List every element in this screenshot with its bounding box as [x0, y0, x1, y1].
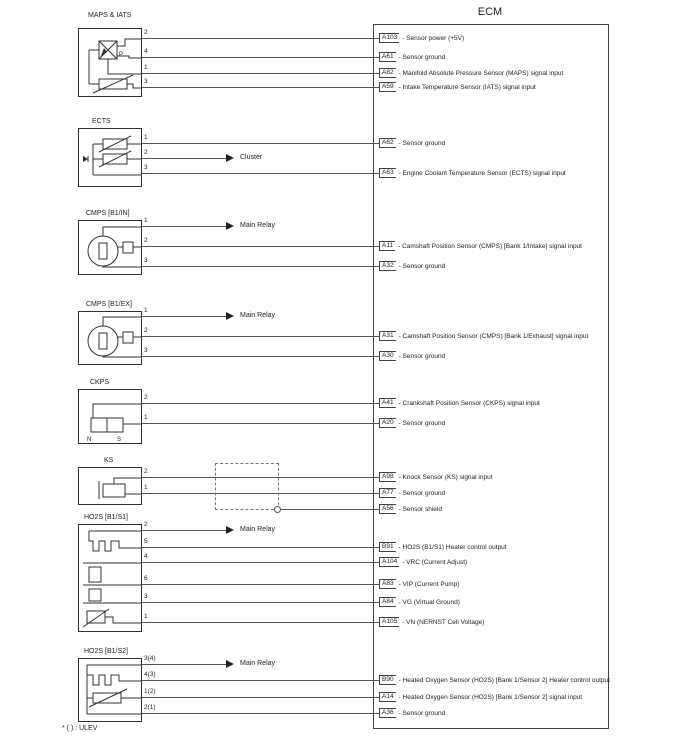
arrow-icon: [226, 154, 234, 162]
pin-number: 1: [144, 613, 148, 620]
pin-id-box: A61: [379, 52, 396, 62]
arrow-icon: [226, 526, 234, 534]
pin-number: 2: [144, 327, 148, 334]
connector-ks: [78, 467, 142, 505]
pin-id-box: A56: [379, 504, 396, 514]
shield-node-icon: [274, 506, 281, 513]
wire-to-main-relay: [140, 316, 226, 317]
wire: [140, 547, 381, 548]
pin-desc: - Camshaft Position Sensor (CMPS) [Bank 1/Exhaust] signal input: [398, 332, 589, 340]
pin-id-box: A59: [379, 82, 396, 92]
pin-number: 4: [144, 553, 148, 560]
ecm-pin-a63: [379, 168, 566, 178]
ecm-pin-a83: [379, 579, 460, 589]
arrow-icon: [226, 222, 234, 230]
pin-desc: - Intake Temperature Sensor (IATS) signal input: [398, 83, 536, 91]
pin-desc: - Heated Oxygen Sensor (HO2S) [Bank 1/Sensor 2] Heater control output: [398, 676, 610, 684]
connector-label-ho2s-b1s1: HO2S [B1/S1]: [84, 514, 128, 521]
wire: [140, 266, 381, 267]
ecm-pin-a62: [379, 138, 445, 148]
connector-maps-iats: [78, 28, 142, 97]
ecm-pin-a30: [379, 351, 445, 361]
ecm-pin-a11: [379, 241, 582, 251]
shield-boundary: [215, 463, 279, 510]
wire: [140, 87, 381, 88]
pin-number: 6: [144, 575, 148, 582]
pin-id-box: A11: [379, 241, 395, 251]
wire: [140, 336, 381, 337]
ecm-pin-a59: [379, 82, 536, 92]
magnet-n-label: N: [87, 437, 92, 443]
ecm-pin-a41: [379, 398, 540, 408]
pin-id-box: A14: [379, 692, 396, 702]
pin-number: 1: [144, 64, 148, 71]
pin-desc: - Sensor ground: [398, 262, 446, 270]
pin-desc: - VRC (Current Adjust): [402, 558, 468, 566]
pin-number: 2: [144, 237, 148, 244]
wire: [140, 680, 381, 681]
pin-id-box: A63: [379, 168, 396, 178]
pin-number: 2: [144, 29, 148, 36]
wire: [140, 356, 381, 357]
pin-number: 3: [144, 78, 148, 85]
wire: [140, 584, 381, 585]
pin-desc: - VN (NERNST Cell Voltage): [402, 618, 485, 626]
connector-label-ho2s-b1s2: HO2S [B1/S2]: [84, 648, 128, 655]
pin-number: 1: [144, 134, 148, 141]
wire: [140, 143, 381, 144]
pin-id-box: A62: [379, 138, 396, 148]
pin-number: 1: [144, 484, 148, 491]
pressure-sensor-and-thermistor-icon: [79, 29, 141, 96]
pin-desc: - Camshaft Position Sensor (CMPS) [Bank 1/Intake] signal input: [398, 242, 582, 250]
ecm-title: ECM: [477, 6, 503, 18]
ecm-pin-a20: [379, 418, 445, 428]
ecm-pin-a84: [379, 597, 460, 607]
wire: [140, 562, 381, 563]
pin-desc: - Sensor ground: [398, 489, 446, 497]
pin-id-box: A82: [379, 68, 396, 78]
ecm-pin-a103: [379, 33, 464, 43]
pin-id-box: A104: [379, 557, 399, 567]
connector-ho2s-b1-s2: [78, 658, 142, 722]
wire-to-main-relay: [140, 226, 226, 227]
pin-id-box: A30: [379, 351, 396, 361]
wire: [140, 246, 381, 247]
arrow-icon: [226, 312, 234, 320]
pin-id-box: A20: [379, 418, 396, 428]
pin-desc: - Sensor ground: [398, 709, 446, 717]
pin-id-box: A103: [379, 33, 399, 43]
pin-number: 1(2): [144, 688, 156, 695]
pin-id-box: B91: [379, 542, 396, 552]
connector-cmps-b1-in: [78, 220, 142, 275]
ecm-pin-a105: [379, 617, 484, 627]
connector-label-maps-iats: MAPS & IATS: [88, 12, 132, 19]
ecm-pin-a36: [379, 708, 445, 718]
pin-id-box: A83: [379, 579, 396, 589]
pin-desc: - VIP (Current Pump): [398, 580, 460, 588]
pin-id-box: A36: [379, 708, 396, 718]
wire: [140, 622, 381, 623]
pin-desc: - Sensor ground: [398, 419, 446, 427]
main-relay-label: Main Relay: [240, 526, 276, 533]
connector-label-ks: KS: [104, 457, 114, 464]
wire: [140, 38, 381, 39]
wire-to-main-relay: [140, 530, 226, 531]
wire: [140, 602, 381, 603]
pin-number: 4: [144, 48, 148, 55]
cmps-sensor-icon: [79, 312, 141, 364]
ecm-pin-a61: [379, 52, 445, 62]
wire-to-main-relay: [140, 664, 226, 665]
cmps-sensor-icon: [79, 221, 141, 274]
pin-number: 2: [144, 394, 148, 401]
wire: [140, 713, 381, 714]
arrow-icon: [226, 660, 234, 668]
ecm-pin-a82: [379, 68, 563, 78]
connector-label-cmps-ex: CMPS [B1/EX]: [86, 301, 132, 308]
pin-desc: - Sensor power (+5V): [402, 34, 465, 42]
pin-desc: - VG (Virtual Ground): [398, 598, 460, 606]
connector-ckps: [78, 389, 142, 444]
pin-id-box: A105: [379, 617, 399, 627]
pin-number: 2: [144, 468, 148, 475]
shield-wire: [278, 509, 381, 510]
pin-number: 3: [144, 347, 148, 354]
pin-number: 4(3): [144, 671, 156, 678]
thermistor-pair-icon: [79, 129, 141, 186]
ecm-pin-a32: [379, 261, 445, 271]
main-relay-label: Main Relay: [240, 660, 276, 667]
wire: [140, 173, 381, 174]
connector-label-ckps: CKPS: [90, 379, 110, 386]
pin-desc: - Sensor ground: [398, 53, 446, 61]
knock-sensor-icon: [79, 468, 141, 504]
pin-number: 3: [144, 164, 148, 171]
pin-number: 3(4): [144, 655, 156, 662]
pin-desc: - Engine Coolant Temperature Sensor (ECTS) signal input: [398, 169, 566, 177]
pin-number: 1: [144, 307, 148, 314]
oxygen-sensor-heater-icon: [79, 659, 141, 721]
pin-desc: - Sensor ground: [398, 352, 446, 360]
cluster-label: Cluster: [240, 154, 263, 161]
wire: [140, 423, 381, 424]
pin-desc: - Sensor shield: [398, 505, 442, 513]
pin-desc: - Manifold Absolute Pressure Sensor (MAPS) signal input: [398, 69, 564, 77]
connector-cmps-b1-ex: [78, 311, 142, 365]
pin-desc: - Crankshaft Position Sensor (CKPS) signal input: [398, 399, 540, 407]
wire-to-cluster: [140, 158, 226, 159]
wire: [140, 403, 381, 404]
pin-id-box: A41: [379, 398, 396, 408]
pin-id-box: A77: [379, 488, 396, 498]
pin-desc: - Sensor ground: [398, 139, 446, 147]
ecm-pin-a14: [379, 692, 582, 702]
connector-ects: [78, 128, 142, 187]
ecm-pin-a98: [379, 472, 493, 482]
oxygen-sensor-heater-icon: [79, 525, 141, 631]
main-relay-label: Main Relay: [240, 222, 276, 229]
magnet-s-label: S: [117, 437, 122, 443]
pin-number: 3: [144, 257, 148, 264]
connector-label-ects: ECTS: [92, 118, 111, 125]
pin-number: 2(1): [144, 704, 156, 711]
pin-id-box: A32: [379, 261, 396, 271]
pin-id-box: A98: [379, 472, 396, 482]
pin-number: 5: [144, 538, 148, 545]
pin-number: 2: [144, 521, 148, 528]
ecm-pin-a31: [379, 331, 588, 341]
pin-id-box: B90: [379, 675, 396, 685]
ecm-pin-a104: [379, 557, 467, 567]
pin-number: 1: [144, 414, 148, 421]
pin-number: 2: [144, 149, 148, 156]
pin-number: 1: [144, 217, 148, 224]
ulev-footnote: * ( ) : ULEV: [62, 725, 98, 732]
pin-desc: - HO2S (B1/S1) Heater control output: [398, 543, 507, 551]
wire: [140, 57, 381, 58]
pin-desc: - Heated Oxygen Sensor (HO2S) [Bank 1/Sensor 2] signal input: [398, 693, 583, 701]
ecm-pin-b90: [379, 675, 610, 685]
wire: [140, 73, 381, 74]
pin-id-box: A31: [379, 331, 396, 341]
wire: [140, 697, 381, 698]
pressure-label: P: [119, 52, 124, 58]
ecm-pin-b91: [379, 542, 507, 552]
pin-id-box: A84: [379, 597, 396, 607]
connector-label-cmps-in: CMPS [B1/IN]: [86, 210, 130, 217]
pin-desc: - Knock Sensor (KS) signal input: [398, 473, 493, 481]
ecm-pin-a77: [379, 488, 445, 498]
ecm-pin-a56: [379, 504, 442, 514]
magnet-icon: [79, 390, 141, 443]
pin-number: 3: [144, 593, 148, 600]
connector-ho2s-b1-s1: [78, 524, 142, 632]
main-relay-label: Main Relay: [240, 312, 276, 319]
